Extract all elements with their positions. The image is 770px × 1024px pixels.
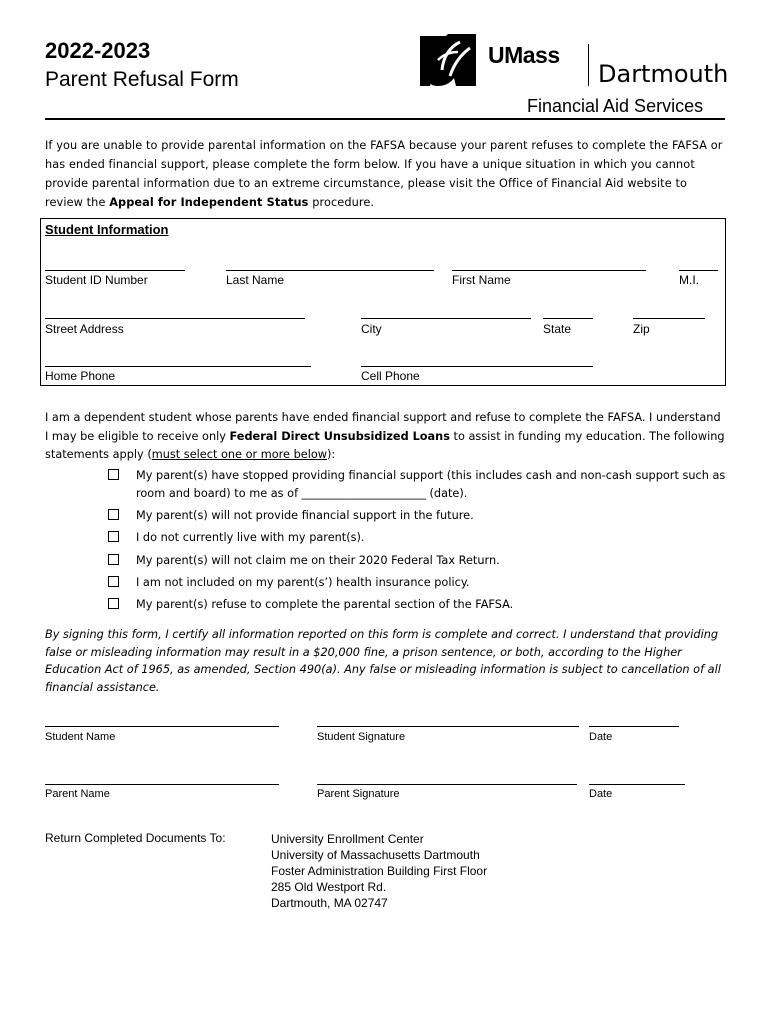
logo-campus-text: Dartmouth: [598, 60, 729, 88]
student-name-field[interactable]: [45, 726, 279, 727]
logo-umass-text: UMass: [488, 42, 560, 68]
dependent-paragraph: I am a dependent student whose parents have ended financial support and refuse to complete the FAFSA. I understand I may be eligible to receive only Federal Direct Unsubsidized Loans to assist in funding my education. The following statements apply (must select one or more below):: [45, 411, 725, 461]
statement-text: My parent(s) will not claim me on their 2020 Federal Tax Return.: [136, 554, 500, 567]
student-date-label: Date: [589, 731, 613, 743]
parent-date-field[interactable]: [589, 784, 685, 785]
state-label: State: [543, 322, 572, 336]
first-name-label: First Name: [452, 273, 511, 287]
statement-text: My parent(s) will not provide financial support in the future.: [136, 509, 474, 522]
mi-field[interactable]: [679, 270, 718, 271]
statement-text: My parent(s) refuse to complete the parental section of the FAFSA.: [136, 598, 514, 611]
address-line: Foster Administration Building First Floor: [271, 864, 488, 878]
last-name-label: Last Name: [226, 273, 285, 287]
mi-label: M.I.: [679, 273, 699, 287]
statement-text: I do not currently live with my parent(s).: [136, 531, 365, 544]
intro-paragraph: If you are unable to provide parental information on the FAFSA because your parent refuses to complete the FAFSA or has ended financial support, please complete the form below. If you have a unique situation in which you cannot provide parental information due to an extreme circumstance, please visit the Office of Financial Aid website to review the Appeal for Independent Status procedure.: [45, 139, 723, 209]
city-label: City: [361, 322, 382, 336]
department-name: Financial Aid Services: [527, 96, 704, 116]
parent-date-label: Date: [589, 788, 613, 800]
statement-text: My parent(s) have stopped providing financial support (this includes cash and non-cash support such as room and board) to me as of ______________________ (date).: [136, 469, 726, 500]
first-name-field[interactable]: [452, 270, 646, 271]
parent-signature-field[interactable]: [317, 784, 577, 785]
home-phone-label: Home Phone: [45, 369, 116, 383]
address-line: Dartmouth, MA 02747: [271, 896, 388, 910]
statement-checkbox-row[interactable]: [108, 467, 728, 503]
address-line: University of Massachusetts Dartmouth: [271, 848, 480, 862]
student-info-heading: Student Information: [45, 222, 169, 237]
student-signature-field[interactable]: [317, 726, 579, 727]
street-address-label: Street Address: [45, 322, 124, 336]
last-name-field[interactable]: [226, 270, 434, 271]
parent-name-field[interactable]: [45, 784, 279, 785]
student-name-label: Student Name: [45, 731, 116, 743]
return-address: [271, 831, 487, 911]
student-signature-label: Student Signature: [317, 731, 406, 743]
checkbox[interactable]: [108, 576, 119, 587]
return-label: Return Completed Documents To:: [45, 831, 226, 845]
student-id-label: Student ID Number: [45, 273, 148, 287]
student-info-box: [40, 218, 726, 386]
address-line: University Enrollment Center: [271, 832, 424, 846]
student-date-field[interactable]: [589, 726, 679, 727]
checkbox[interactable]: [108, 469, 119, 480]
logo-divider: [588, 44, 589, 86]
checkbox[interactable]: [108, 531, 119, 542]
header-rule: [45, 118, 725, 120]
appeal-link-text: Appeal for Independent Status: [109, 196, 309, 209]
zip-label: Zip: [633, 322, 650, 336]
form-title: Parent Refusal Form: [45, 68, 239, 91]
parent-signature-label: Parent Signature: [317, 788, 400, 800]
checkbox[interactable]: [108, 554, 119, 565]
student-id-field[interactable]: [45, 270, 185, 271]
state-field[interactable]: [543, 318, 593, 319]
home-phone-field[interactable]: [45, 366, 311, 367]
zip-field[interactable]: [633, 318, 705, 319]
street-address-field[interactable]: [45, 318, 305, 319]
form-year: 2022-2023: [45, 38, 151, 63]
cell-phone-label: Cell Phone: [361, 369, 420, 383]
parent-name-label: Parent Name: [45, 788, 110, 800]
statement-text: I am not included on my parent(s’) health insurance policy.: [136, 576, 470, 589]
checkbox[interactable]: [108, 598, 119, 609]
city-field[interactable]: [361, 318, 531, 319]
checkbox[interactable]: [108, 509, 119, 520]
cell-phone-field[interactable]: [361, 366, 593, 367]
certification-paragraph: By signing this form, I certify all information reported on this form is complete and correct. I understand that providing false or misleading information may result in a $20,000 fine, a prison sentence, or both, according to the Higher Education Act of 1965, as amended, Section 490(a). Any false or misleading information is subject to cancellation of all financial assistance.: [45, 628, 721, 694]
address-line: 285 Old Westport Rd.: [271, 880, 387, 894]
